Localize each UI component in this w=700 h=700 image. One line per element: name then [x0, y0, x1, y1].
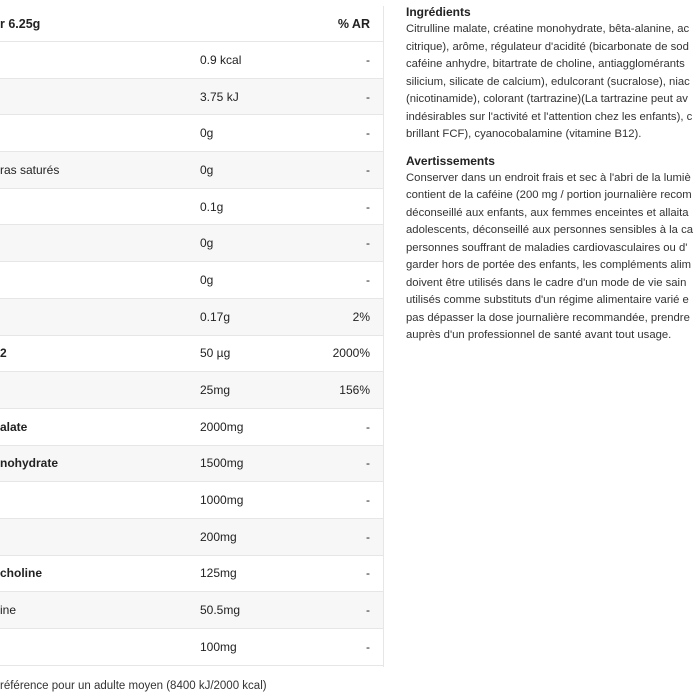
nutrient-value: 100mg — [200, 639, 237, 654]
nutrient-value: 0.9 kcal — [200, 52, 242, 67]
table-row — [0, 189, 384, 226]
nutrient-ar: - — [366, 456, 370, 471]
table-footnote: référence pour un adulte moyen (8400 kJ/2000 kcal) — [0, 680, 267, 692]
table-row — [0, 482, 384, 519]
table-row — [0, 372, 384, 409]
nutrient-ar: - — [366, 493, 370, 508]
nutrient-value: 0g — [200, 272, 214, 287]
warnings-text-line: adolescents, déconseillé aux personnes sensibles à la ca — [406, 224, 693, 236]
nutrient-value: 2000mg — [200, 419, 244, 434]
table-row — [0, 446, 384, 483]
warnings-section — [406, 153, 700, 345]
table-row — [0, 629, 384, 666]
nutrient-value: 0.17g — [200, 309, 231, 324]
warnings-text-line: déconseillé aux enfants, aux femmes enceintes et allaita — [406, 206, 689, 219]
nutrient-ar: - — [366, 126, 370, 141]
nutrient-ar: - — [366, 236, 370, 251]
nutrient-value: 0.1g — [200, 199, 224, 214]
nutrient-ar: - — [366, 639, 370, 654]
warnings-title: Avertissements — [406, 153, 495, 168]
table-row — [0, 299, 384, 336]
table-row — [0, 152, 384, 189]
table-row — [0, 409, 384, 446]
nutrient-value: 0g — [200, 126, 214, 141]
ingredients-section — [406, 4, 700, 144]
nutrition-table — [0, 6, 384, 666]
nutrient-name: ine — [0, 603, 17, 618]
nutrient-name: ras saturés — [0, 162, 60, 177]
nutrient-value: 200mg — [200, 529, 237, 544]
nutrient-ar: - — [366, 199, 370, 214]
table-row — [0, 336, 384, 373]
table-header — [0, 6, 384, 42]
ingredients-text-line: Citrulline malate, créatine monohydrate, bêta-alanine, ac — [406, 23, 690, 35]
warnings-text-line: auprès d'un professionnel de santé avant tout usage. — [406, 329, 672, 341]
ingredients-title: Ingrédients — [406, 5, 471, 19]
header-ar: % AR — [337, 16, 370, 31]
nutrient-value: 50.5mg — [200, 603, 241, 618]
warnings-text-line: contient de la caféine (200 mg / portion journalière recom — [406, 189, 692, 201]
table-row — [0, 556, 384, 593]
nutrient-ar: - — [366, 52, 370, 67]
nutrient-name: choline — [0, 566, 43, 581]
table-row — [0, 592, 384, 629]
warnings-text-line: doivent être utilisés dans le cadre d'un mode de vie sain — [406, 276, 687, 289]
warnings-text-line: Conserver dans un endroit frais et sec à l'abri de la lumiè — [406, 171, 691, 184]
nutrient-name: nohydrate — [0, 456, 59, 471]
nutrient-ar: - — [366, 162, 370, 177]
nutrient-value: 25mg — [200, 383, 231, 398]
nutrient-value: 0g — [200, 236, 214, 251]
table-row — [0, 262, 384, 299]
table-row — [0, 79, 384, 116]
nutrient-ar: 2000% — [332, 346, 370, 361]
warnings-text-line: garder hors de portée des enfants, les compléments alim — [406, 259, 692, 271]
nutrient-name: alate — [0, 419, 28, 434]
table-row — [0, 519, 384, 556]
nutrient-ar: - — [366, 89, 370, 104]
warnings-text-line: personnes souffrant de maladies cardiovasculaires ou d' — [406, 241, 688, 254]
nutrient-ar: - — [366, 272, 370, 287]
nutrient-value: 1000mg — [200, 493, 244, 508]
ingredients-text-line: (nicotinamide), colorant (tartrazine)(La tartrazine peut av — [406, 93, 688, 105]
ingredients-text-line: caféine anhydre, bitartrate de choline, antiagglomérants — [406, 58, 685, 70]
nutrient-ar: - — [366, 419, 370, 434]
nutrient-value: 50 µg — [200, 346, 231, 361]
product-info-panel — [406, 4, 700, 354]
ingredients-text-line: brillant FCF), cyanocobalamine (vitamine B12). — [406, 128, 642, 140]
ingredients-text-line: indésirables sur l'activité et l'attention chez les enfants), c — [406, 110, 693, 123]
nutrient-value: 3.75 kJ — [200, 89, 239, 104]
nutrient-value: 125mg — [200, 566, 237, 581]
warnings-text-line: pas dépasser la dose journalière recommandée, prendre — [406, 311, 690, 324]
nutrient-ar: - — [366, 603, 370, 618]
nutrient-name: 2 — [0, 346, 7, 361]
warnings-text-line: utilisés comme substituts d'un régime alimentaire varié e — [406, 294, 689, 306]
nutrient-value: 0g — [200, 162, 214, 177]
nutrient-value: 1500mg — [200, 456, 244, 471]
ingredients-text-line: citrique), arôme, régulateur d'acidité (bicarbonate de sod — [406, 40, 689, 53]
table-row — [0, 225, 384, 262]
table-row — [0, 115, 384, 152]
ingredients-text-line: silicium, silicate de calcium), edulcorant (sucralose), niac — [406, 75, 690, 88]
nutrient-ar: 2% — [352, 309, 370, 324]
nutrient-ar: 156% — [339, 383, 370, 398]
nutrient-ar: - — [366, 529, 370, 544]
table-row — [0, 42, 384, 79]
header-serving: r 6.25g — [0, 16, 41, 31]
nutrient-ar: - — [366, 566, 370, 581]
